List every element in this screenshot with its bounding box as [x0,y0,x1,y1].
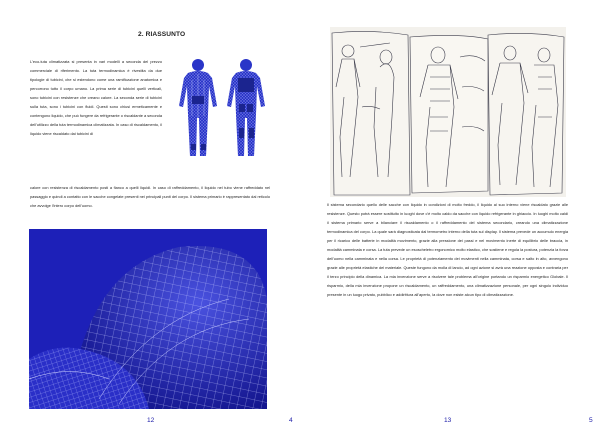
body-paragraph-continued: calore con resistenza di riscaldamento posti a fianco a quelli liquidi. In caso di raffreddamento, il liquido nel tubo viene raffreddato nel passaggio e quindi a contatto con le sacche congelate presenti nei principali punti del corpo. Il sistema primario è rappresentato dal reticolo che avvolge l'intero corpo dell'uomo. [30,185,270,209]
body-paragraph: Il sistema secondario quello delle sacche con liquido in condizioni di molto freddo, il liquido al suo interno viene riscaldato grazie alle resistenze. Questo potrà essere sostituito in luoghi dove c'è molto caldo da sacche con liquido refrigerante in ghiaccio. In luoghi molto caldi il sistema primario serve a bilanciare il riscaldamento o il raffreddamento del sistema secondario, creando una climatizzazione termodinamica del corpo. La quale sarà diagnosticata dal termometro interno della tuta sul display. Il sistema prevede un accumulo energia per il ricarico delle batterie in modalità movimento, grazie alla pressione dei passi e nel movimento inerte di equilibrio delle braccia, in modalità camminata e corsa. La tuta prevede un esoscheletro ergonomico molto elastico, che sostiene e regola la postura, potenzia la forza dell'uomo nella camminata e nella corsa. Le proprietà di potenziamento dei movimenti nella camminata, corsa e salto in alto, avvengono grazie alle proprietà elastiche del materiale. Queste fungono da molla di lancio, ad ogni azione si avrà una reazione opposta e contraria per il terzo principio della dinamica. La mia invenzione serve a risolvere tale problema all'origine portando un risparmio energetico Globale. Il risparmio, della mia invenzione propone un riscaldamento, un raffreddamento, una climatizzazione personale, per ogni singolo individuo presente in un luogo privato, pubblico e addirittura all'aperto, la dove non esiste alcun tipo di climatizzazione. [327,202,568,298]
mesh-render-illustration [29,229,267,409]
suit-front [179,59,217,156]
body-paragraph: L'eco-tuta climatizzata si presenta in vari modelli a seconda del prezzo commerciale di riferimento. La tuta termodinamica è rivestita da due tipologie di tubicini, che si estendono come una ramificazione anatomica e percorrono tutto il corpo umano. La prima serie di tubicini quelli verticali, sono tubicini con resistenze che creano calore. La seconda serie di tubicini sulla tuta, sono i tubicini con fluidi. Questi sono chiusi ermeticamente e contengono liquido, che può fungere da refrigerante o riscaldante a seconda dell'utilizzo della tuta termodinamica climatizzata. In caso di riscaldamento, il liquido viene riscaldato dai tubicini di [30,59,162,137]
thermo-suit-illustration [172,56,274,172]
page-number: 12 [147,417,155,424]
page-number: 4 [289,417,293,424]
suit-sketch-illustration [330,27,566,197]
page-number: 13 [444,417,452,424]
section-title: 2. RIASSUNTO [138,31,186,38]
suit-back [227,59,265,156]
page-number: 5 [589,417,593,424]
